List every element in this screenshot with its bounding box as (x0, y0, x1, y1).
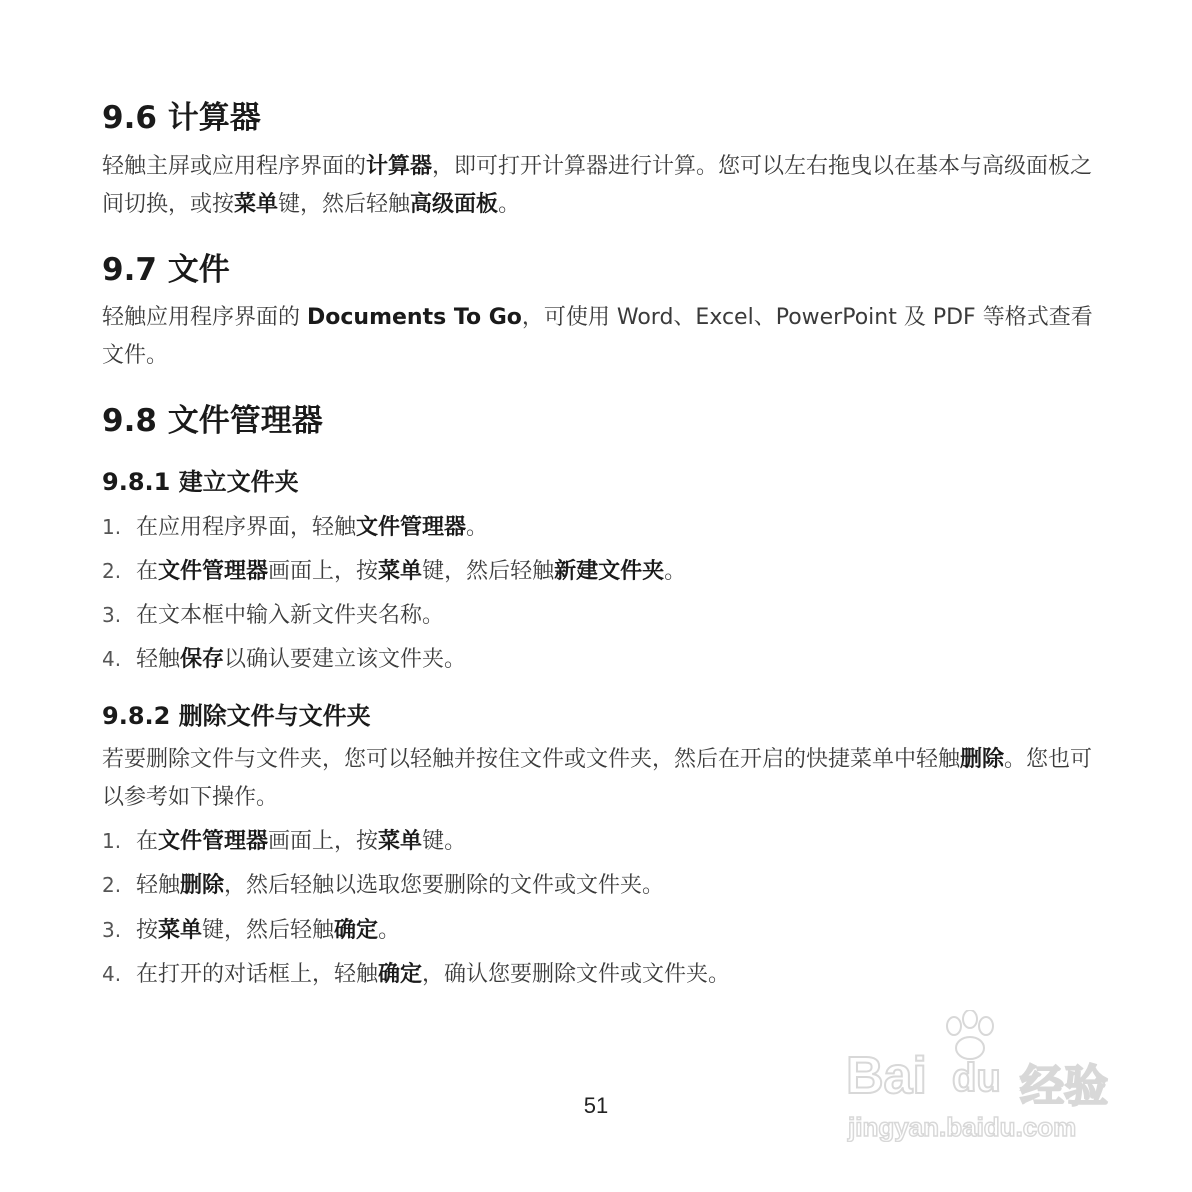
list-item: 3. 按菜单键，然后轻触确定。 (102, 918, 401, 943)
section-9-7-heading: 9.7 文件 (102, 252, 230, 288)
watermark-url: jingyan.baidu.com (848, 1112, 1077, 1142)
section-9-8-2-paragraph: 若要删除文件与文件夹，您可以轻触并按住文件或文件夹，然后在开启的快捷菜单中轻触删除。您也可以参考如下操作。 (102, 747, 1093, 810)
list-item: 4. 轻触保存以确认要建立该文件夹。 (102, 647, 467, 672)
list-item: 3. 在文本框中输入新文件夹名称。 (102, 603, 445, 628)
watermark-brand-du: du (952, 1056, 1001, 1100)
section-9-6-paragraph: 轻触主屏或应用程序界面的计算器，即可打开计算器进行计算。您可以左右拖曳以在基本与高级面板之间切换，或按菜单键，然后轻触高级面板。 (102, 154, 1093, 217)
section-9-8-1-heading: 9.8.1 建立文件夹 (102, 468, 299, 496)
baidu-jingyan-watermark (840, 1010, 1140, 1150)
list-item: 2. 轻触删除，然后轻触以选取您要删除的文件或文件夹。 (102, 873, 665, 898)
section-9-8-2-heading: 9.8.2 删除文件与文件夹 (102, 702, 371, 730)
paw-icon (940, 1010, 1000, 1062)
watermark-brand-cn: 经验 (1020, 1061, 1108, 1112)
section-9-7-paragraph: 轻触应用程序界面的 Documents To Go，可使用 Word、Excel、PowerPoint 及 PDF 等格式查看文件。 (102, 305, 1093, 368)
list-item: 2. 在文件管理器画面上，按菜单键，然后轻触新建文件夹。 (102, 559, 687, 584)
section-9-8-heading: 9.8 文件管理器 (102, 403, 323, 439)
page-number: 51 (583, 1093, 609, 1118)
section-9-6-heading: 9.6 计算器 (102, 100, 261, 136)
watermark-brand: Bai (846, 1047, 927, 1105)
list-item: 1. 在文件管理器画面上，按菜单键。 (102, 829, 467, 854)
list-item: 4. 在打开的对话框上，轻触确定，确认您要删除文件或文件夹。 (102, 962, 731, 987)
list-item: 1. 在应用程序界面，轻触文件管理器。 (102, 515, 489, 540)
